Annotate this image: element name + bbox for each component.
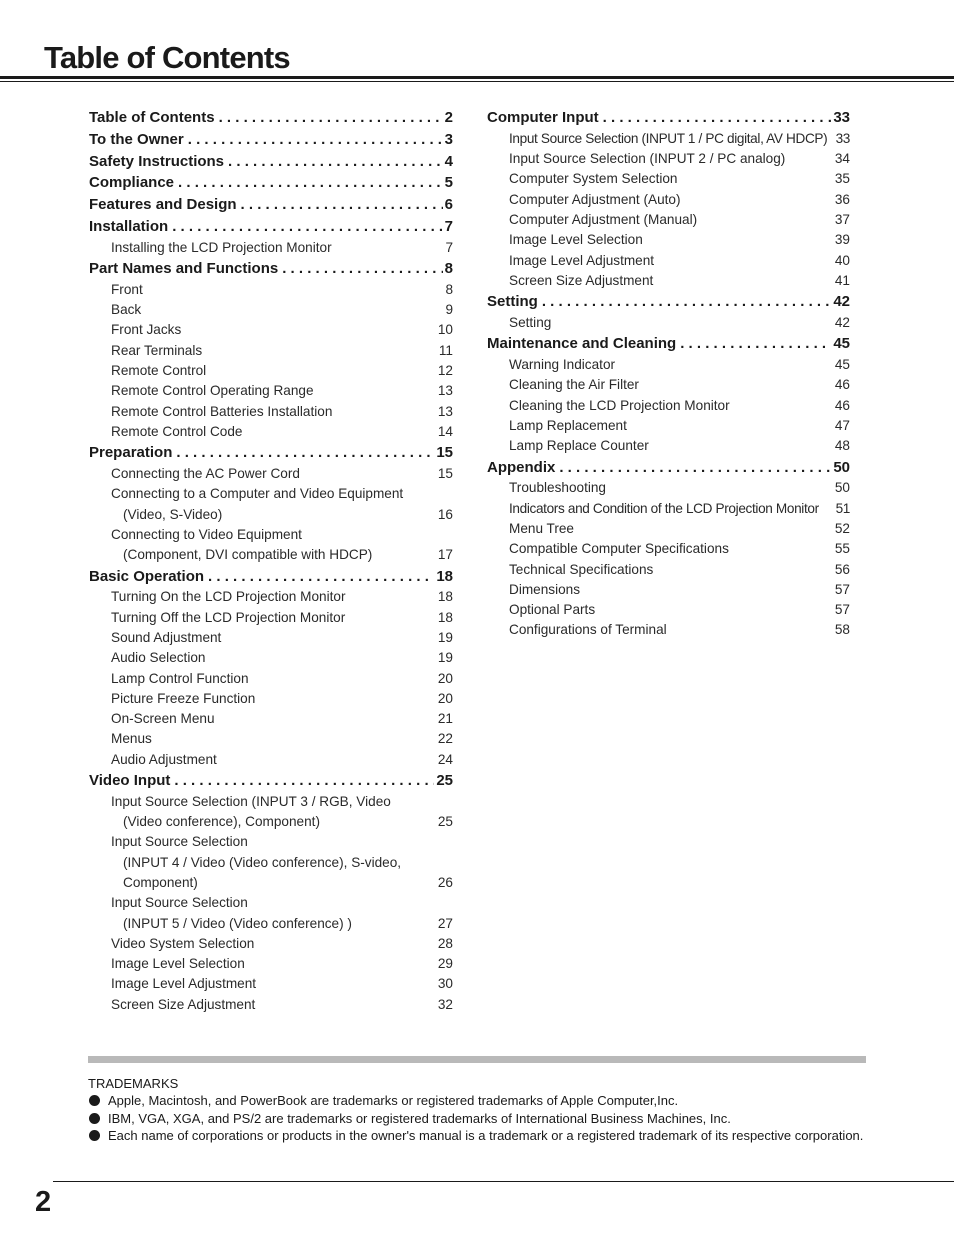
toc-subentry[interactable] <box>89 361 453 381</box>
toc-subentry-text: Computer Adjustment (Manual) <box>509 211 698 227</box>
toc-subentry-text: Image Level Adjustment <box>111 976 257 992</box>
toc-subentry-text: (INPUT 5 / Video (Video conference) ) <box>123 915 352 931</box>
toc-section-title: Video Input <box>89 772 171 789</box>
toc-subentry-text: On-Screen Menu <box>111 711 215 727</box>
toc-dot-leader <box>680 333 831 355</box>
toc-subentry-page: 26 <box>437 874 453 890</box>
toc-subentry-text: Remote Control <box>111 363 207 379</box>
toc-subentry-text: Computer System Selection <box>509 171 678 187</box>
toc-subentry[interactable] <box>89 934 453 954</box>
toc-subentry-page: 18 <box>437 609 453 625</box>
toc-subentry-page: 39 <box>834 232 850 248</box>
toc-column-left <box>89 107 453 1015</box>
toc-dot-leader <box>188 129 443 151</box>
toc-subentry-page: 24 <box>437 751 453 767</box>
toc-subentry-page: 37 <box>834 211 850 227</box>
toc-section-entry[interactable] <box>89 216 453 238</box>
toc-subentry-text: Remote Control Operating Range <box>111 383 314 399</box>
toc-subentry[interactable] <box>89 669 453 689</box>
toc-subentry[interactable] <box>487 478 850 498</box>
toc-subentry-page: 27 <box>437 915 453 931</box>
toc-section-title: Safety Instructions <box>89 152 225 170</box>
toc-subentry-text: Input Source Selection <box>111 834 248 850</box>
toc-section-title: Compliance <box>89 174 175 192</box>
toc-section-page: 4 <box>444 152 453 170</box>
toc-subentry[interactable] <box>487 416 850 436</box>
toc-subentry-continuation <box>89 545 453 565</box>
toc-subentry-page: 28 <box>437 935 453 951</box>
toc-section-title: Preparation <box>89 444 173 462</box>
trademark-text: Apple, Macintosh, and PowerBook are trademarks or registered trademarks of Apple Computer,Inc. <box>108 1093 679 1109</box>
trademark-item <box>88 1092 866 1109</box>
toc-subentry-page: 9 <box>445 302 453 318</box>
toc-section-entry[interactable] <box>89 442 453 464</box>
toc-subentry-page: 36 <box>834 191 850 207</box>
toc-subentry-page: 29 <box>437 956 453 972</box>
toc-subentry-text: Installing the LCD Projection Monitor <box>111 239 332 255</box>
footer-rule <box>53 1181 954 1182</box>
toc-subentry[interactable] <box>89 995 453 1015</box>
toc-subentry-page: 58 <box>834 622 850 638</box>
toc-subentry-text: Troubleshooting <box>509 480 606 496</box>
toc-subentry-page: 52 <box>834 520 850 536</box>
toc-subentry-continuation <box>89 914 453 934</box>
toc-section-title: Computer Input <box>487 109 599 126</box>
toc-subentry-page: 46 <box>834 397 850 413</box>
toc-dot-leader <box>241 194 443 216</box>
toc-subentry[interactable] <box>487 519 850 539</box>
toc-subentry-page: 13 <box>437 403 453 419</box>
toc-section-title: Setting <box>487 293 538 311</box>
toc-subentry[interactable] <box>89 628 453 648</box>
toc-subentry[interactable] <box>89 750 453 770</box>
trademarks-heading: TRADEMARKS <box>88 1076 179 1091</box>
toc-subentry-text: Sound Adjustment <box>111 629 222 645</box>
toc-section-title: Features and Design <box>89 196 237 214</box>
toc-subentry-continuation <box>89 505 453 525</box>
toc-subentry-page: 45 <box>834 357 850 373</box>
toc-subentry-page: 57 <box>834 602 850 618</box>
toc-subentry-text: Input Source Selection (INPUT 1 / PC digital, AV HDCP) <box>509 130 828 146</box>
toc-dot-leader <box>542 291 831 313</box>
toc-section-entry[interactable] <box>89 770 453 792</box>
toc-dot-leader <box>228 151 443 173</box>
toc-section-page: 5 <box>444 174 453 192</box>
toc-subentry-text: Screen Size Adjustment <box>509 272 654 288</box>
toc-dot-leader <box>172 216 442 238</box>
toc-subentry[interactable] <box>487 560 850 580</box>
toc-subentry-text: Front Jacks <box>111 322 182 338</box>
toc-subentry-page: 35 <box>834 171 850 187</box>
title-rule <box>0 76 954 82</box>
toc-subentry-text: Lamp Replacement <box>509 417 627 433</box>
toc-subentry[interactable] <box>487 230 850 250</box>
toc-subentry-text: Rear Terminals <box>111 342 203 358</box>
toc-section-title: Part Names and Functions <box>89 260 279 278</box>
toc-subentry[interactable] <box>487 355 850 375</box>
toc-subentry[interactable] <box>89 402 453 422</box>
toc-subentry-page: 15 <box>437 466 453 482</box>
toc-subentry-text: Remote Control Code <box>111 423 243 439</box>
toc-subentry-page: 55 <box>834 541 850 557</box>
toc-subentry-text: Input Source Selection (INPUT 3 / RGB, Video <box>111 793 391 809</box>
toc-subentry-page: 41 <box>834 272 850 288</box>
toc-subentry-text: Image Level Selection <box>111 956 245 972</box>
toc-section-page: 7 <box>444 217 453 235</box>
toc-subentry-page: 48 <box>834 438 850 454</box>
toc-subentry-page: 57 <box>834 581 850 597</box>
toc-subentry-text: Turning Off the LCD Projection Monitor <box>111 609 346 625</box>
toc-subentry-page: 21 <box>437 711 453 727</box>
toc-subentry[interactable] <box>89 689 453 709</box>
toc-subentry[interactable] <box>487 190 850 210</box>
toc-subentry[interactable] <box>89 484 453 504</box>
toc-section-title: Appendix <box>487 458 556 476</box>
toc-subentry-text: (Video conference), Component) <box>123 814 320 830</box>
toc-dot-leader <box>178 172 443 194</box>
toc-dot-leader <box>176 442 434 464</box>
trademark-item <box>88 1110 866 1127</box>
toc-subentry-page: 42 <box>834 314 850 330</box>
toc-dot-leader <box>219 107 443 129</box>
toc-section-page: 50 <box>833 458 850 476</box>
toc-subentry[interactable] <box>487 251 850 271</box>
toc-subentry-text: Configurations of Terminal <box>509 622 667 638</box>
toc-subentry-text: Lamp Replace Counter <box>509 438 649 454</box>
toc-section-entry[interactable] <box>89 194 453 216</box>
toc-subentry-text: Front <box>111 281 143 297</box>
toc-subentry[interactable] <box>89 729 453 749</box>
toc-section-entry[interactable] <box>487 457 850 479</box>
toc-section-entry[interactable] <box>89 258 453 280</box>
toc-subentry-text: Indicators and Condition of the LCD Projection Monitor <box>509 500 819 516</box>
toc-subentry-text: Back <box>111 302 142 318</box>
toc-section-title: Maintenance and Cleaning <box>487 335 677 353</box>
toc-subentry[interactable] <box>487 436 850 456</box>
toc-subentry[interactable] <box>487 149 850 169</box>
toc-subentry-text: Image Level Selection <box>509 232 643 248</box>
bullet-icon <box>89 1130 100 1141</box>
toc-dot-leader <box>282 258 442 280</box>
toc-section-page: 3 <box>444 130 453 148</box>
toc-subentry-page: 18 <box>437 589 453 605</box>
toc-subentry[interactable] <box>89 954 453 974</box>
toc-subentry-page: 33 <box>835 130 850 146</box>
toc-subentry-text: Compatible Computer Specifications <box>509 541 729 557</box>
toc-subentry[interactable] <box>89 280 453 300</box>
toc-subentry-page: 47 <box>834 417 850 433</box>
toc-subentry[interactable] <box>487 210 850 230</box>
toc-subentry[interactable] <box>487 396 850 416</box>
toc-subentry-page: 30 <box>437 976 453 992</box>
toc-subentry[interactable] <box>89 300 453 320</box>
trademark-item <box>88 1127 866 1144</box>
toc-subentry-text: Component) <box>123 874 198 890</box>
toc-subentry-text: Remote Control Batteries Installation <box>111 403 333 419</box>
bullet-icon <box>89 1113 100 1124</box>
toc-subentry[interactable] <box>89 832 453 852</box>
toc-subentry[interactable] <box>487 580 850 600</box>
toc-subentry[interactable] <box>89 648 453 668</box>
toc-subentry-page: 25 <box>437 814 453 830</box>
trademark-text: Each name of corporations or products in the owner's manual is a trademark or a registered trademark of its respective corporation. <box>108 1127 864 1143</box>
toc-subentry-page: 20 <box>437 690 453 706</box>
toc-subentry[interactable] <box>487 271 850 291</box>
toc-subentry-text: Picture Freeze Function <box>111 690 256 706</box>
toc-subentry-page: 13 <box>437 383 453 399</box>
toc-dot-leader <box>208 566 434 588</box>
bullet-icon <box>89 1095 100 1106</box>
toc-subentry-page: 50 <box>834 480 850 496</box>
toc-column-right <box>487 107 850 641</box>
toc-subentry[interactable] <box>89 381 453 401</box>
toc-dot-leader <box>174 770 434 792</box>
toc-subentry-text: Video System Selection <box>111 935 255 951</box>
toc-section-page: 45 <box>833 335 850 353</box>
trademarks-divider <box>88 1056 866 1063</box>
toc-subentry-page: 20 <box>437 670 453 686</box>
toc-subentry-text: Image Level Adjustment <box>509 252 655 268</box>
toc-section-page: 15 <box>436 444 453 462</box>
toc-subentry-text: Lamp Control Function <box>111 670 249 686</box>
toc-subentry[interactable] <box>487 600 850 620</box>
toc-subentry-text: Input Source Selection (INPUT 2 / PC analog) <box>509 151 786 167</box>
toc-subentry-page: 32 <box>437 996 453 1012</box>
toc-subentry-continuation <box>89 853 453 873</box>
toc-section-entry[interactable] <box>487 333 850 355</box>
toc-subentry-page: 19 <box>437 629 453 645</box>
toc-subentry-text: (INPUT 4 / Video (Video conference), S-video, <box>123 854 402 870</box>
toc-subentry-text: Connecting the AC Power Cord <box>111 466 300 482</box>
toc-subentry-page: 17 <box>437 547 453 563</box>
toc-section-page: 2 <box>444 109 453 126</box>
page-title: Table of Contents <box>44 40 290 75</box>
toc-subentry-text: Optional Parts <box>509 602 596 618</box>
toc-subentry-continuation <box>89 873 453 893</box>
toc-section-page: 25 <box>436 772 453 789</box>
toc-section-title: Basic Operation <box>89 567 205 585</box>
toc-subentry[interactable] <box>487 620 850 640</box>
toc-section-entry[interactable] <box>487 291 850 313</box>
page-number: 2 <box>35 1186 52 1218</box>
toc-subentry-text: Dimensions <box>509 581 581 597</box>
toc-subentry-page: 40 <box>834 252 850 268</box>
toc-section-page: 33 <box>833 109 850 126</box>
toc-section-entry[interactable] <box>89 129 453 151</box>
toc-subentry-text: Technical Specifications <box>509 561 654 577</box>
toc-subentry[interactable] <box>89 792 453 812</box>
toc-subentry-text: Menu Tree <box>509 520 574 536</box>
toc-subentry[interactable] <box>487 499 850 519</box>
toc-section-entry[interactable] <box>487 107 850 129</box>
toc-section-page: 42 <box>833 293 850 311</box>
toc-subentry-page: 46 <box>834 377 850 393</box>
toc-subentry[interactable] <box>89 464 453 484</box>
toc-subentry-text: (Video, S-Video) <box>123 506 223 522</box>
toc-section-page: 6 <box>444 196 453 214</box>
toc-subentry-page: 12 <box>437 363 453 379</box>
toc-subentry-page: 34 <box>834 151 850 167</box>
toc-subentry-page: 16 <box>437 506 453 522</box>
toc-subentry-text: Screen Size Adjustment <box>111 996 256 1012</box>
toc-subentry-text: Setting <box>509 314 552 330</box>
toc-subentry[interactable] <box>89 525 453 545</box>
toc-subentry[interactable] <box>89 974 453 994</box>
toc-subentry[interactable] <box>487 129 850 149</box>
toc-subentry-page: 19 <box>437 650 453 666</box>
toc-subentry-text: Cleaning the Air Filter <box>509 377 639 393</box>
toc-subentry-page: 11 <box>438 342 453 358</box>
toc-section-entry[interactable] <box>89 107 453 129</box>
toc-dot-leader <box>559 457 831 479</box>
toc-subentry-text: Cleaning the LCD Projection Monitor <box>509 397 730 413</box>
toc-subentry-text: Turning On the LCD Projection Monitor <box>111 589 346 605</box>
toc-section-title: To the Owner <box>89 130 184 148</box>
toc-subentry[interactable] <box>89 709 453 729</box>
toc-section-entry[interactable] <box>89 172 453 194</box>
toc-subentry[interactable] <box>487 169 850 189</box>
toc-subentry-text: Connecting to a Computer and Video Equipment <box>111 486 404 502</box>
toc-subentry[interactable] <box>89 422 453 442</box>
toc-subentry[interactable] <box>487 539 850 559</box>
toc-subentry-page: 56 <box>834 561 850 577</box>
toc-subentry-text: Input Source Selection <box>111 895 248 911</box>
toc-subentry-text: Warning Indicator <box>509 357 616 373</box>
toc-subentry-continuation <box>89 812 453 832</box>
toc-subentry-page: 8 <box>445 281 453 297</box>
toc-section-page: 8 <box>444 260 453 278</box>
toc-section-title: Installation <box>89 217 169 235</box>
toc-section-entry[interactable] <box>89 566 453 588</box>
toc-subentry-text: Computer Adjustment (Auto) <box>509 191 681 207</box>
toc-section-page: 18 <box>436 567 453 585</box>
trademark-text: IBM, VGA, XGA, and PS/2 are trademarks or registered trademarks of International Business Machines, Inc. <box>108 1110 731 1126</box>
trademarks-block <box>88 1075 866 1144</box>
toc-subentry-page: 14 <box>437 423 453 439</box>
toc-dot-leader <box>603 107 832 129</box>
toc-subentry-text: Audio Selection <box>111 650 206 666</box>
toc-subentry[interactable] <box>89 587 453 607</box>
toc-subentry-text: (Component, DVI compatible with HDCP) <box>123 547 373 563</box>
toc-subentry-text: Connecting to Video Equipment <box>111 526 302 542</box>
toc-subentry[interactable] <box>89 341 453 361</box>
toc-subentry-text: Menus <box>111 731 152 747</box>
toc-subentry[interactable] <box>89 893 453 913</box>
toc-subentry[interactable] <box>487 375 850 395</box>
toc-subentry-page: 10 <box>437 322 453 338</box>
toc-subentry[interactable] <box>89 320 453 340</box>
toc-subentry-page: 51 <box>835 500 850 516</box>
toc-subentry-text: Audio Adjustment <box>111 751 217 767</box>
toc-subentry[interactable] <box>89 608 453 628</box>
toc-subentry[interactable] <box>89 238 453 258</box>
toc-subentry-page: 22 <box>437 731 453 747</box>
toc-subentry-page: 7 <box>445 239 453 255</box>
toc-section-entry[interactable] <box>89 151 453 173</box>
toc-section-title: Table of Contents <box>89 109 215 126</box>
toc-subentry[interactable] <box>487 313 850 333</box>
